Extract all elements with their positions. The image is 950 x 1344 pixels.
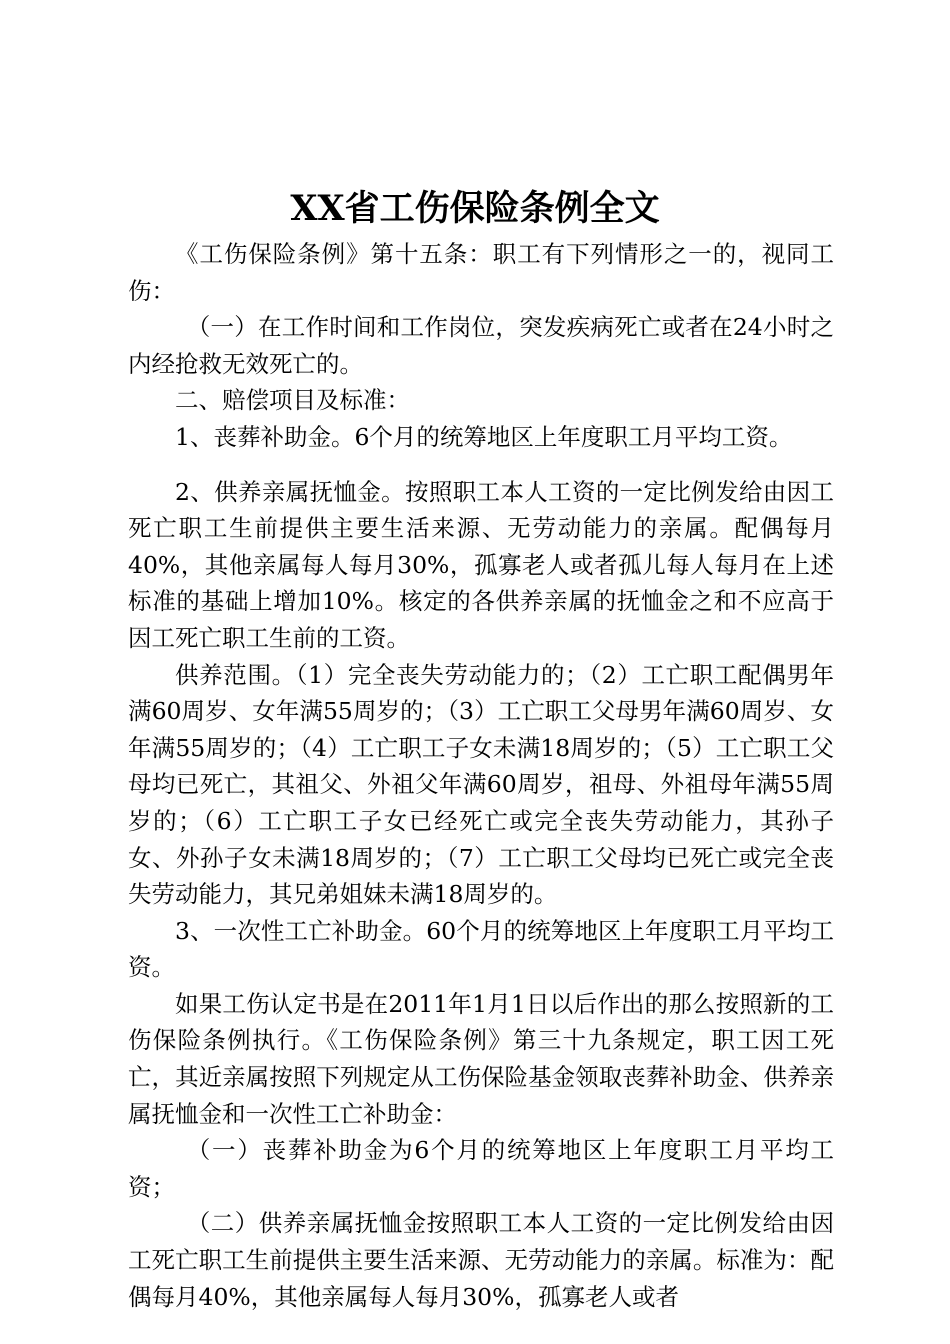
paragraph-support-scope: 供养范围。（1）完全丧失劳动能力的；（2）工亡职工配偶男年满60周岁、女年满55周岁的；（3）工亡职工父母男年满60周岁、女年满55周岁的；（4）工亡职工子女未满18周岁的；（5）工亡职工父母均已死亡，其祖父、外祖父年满60周岁，祖母、外祖母年满55周岁的；（6）工亡职工子女已经死亡或完全丧失劳动能力，其孙子女、外孙子女未满18周岁的；（7）工亡职工父母均已死亡或完全丧失劳动能力，其兄弟姐妹未满18周岁的。: [128, 660, 834, 909]
paragraph-compensation-heading: 二、赔偿项目及标准：: [175, 386, 410, 415]
paragraph-dependent-pension: 2、供养亲属抚恤金。按照职工本人工资的一定比例发给由因工死亡职工生前提供主要生活来源、无劳动能力的亲属。配偶每月40%，其他亲属每人每月30%，孤寡老人或者孤儿每人每月在上述标准的基础上增加10%。核定的各供养亲属的抚恤金之和不应高于因工死亡职工生前的工资。: [128, 477, 834, 652]
paragraph-item-2: （二）供养亲属抚恤金按照职工本人工资的一定比例发给由因工死亡职工生前提供主要生活来源、无劳动能力的亲属。标准为：配偶每月40%，其他亲属每人每月30%，孤寡老人或者: [128, 1209, 834, 1311]
document-title: XX省工伤保险条例全文: [290, 188, 660, 229]
paragraph-article-15: 《工伤保险条例》第十五条：职工有下列情形之一的，视同工伤：: [128, 240, 834, 305]
paragraph-one-time-subsidy: 3、一次性工亡补助金。60个月的统筹地区上年度职工月平均工资。: [128, 916, 834, 982]
paragraph-clause-1: （一）在工作时间和工作岗位，突发疾病死亡或者在24小时之内经抢救无效死亡的。: [128, 313, 834, 378]
paragraph-new-regulation: 如果工伤认定书是在2011年1月1日以后作出的那么按照新的工伤保险条例执行。《工伤保险条例》第三十九条规定，职工因工死亡，其近亲属按照下列规定从工伤保险基金领取丧葬补助金、供养亲属抚恤金和一次性工亡补助金：: [128, 989, 834, 1128]
paragraph-item-1: （一）丧葬补助金为6个月的统筹地区上年度职工月平均工资；: [128, 1136, 834, 1201]
paragraph-funeral-subsidy: 1、丧葬补助金。6个月的统筹地区上年度职工月平均工资。: [175, 422, 793, 451]
document-body: [128, 236, 834, 1315]
